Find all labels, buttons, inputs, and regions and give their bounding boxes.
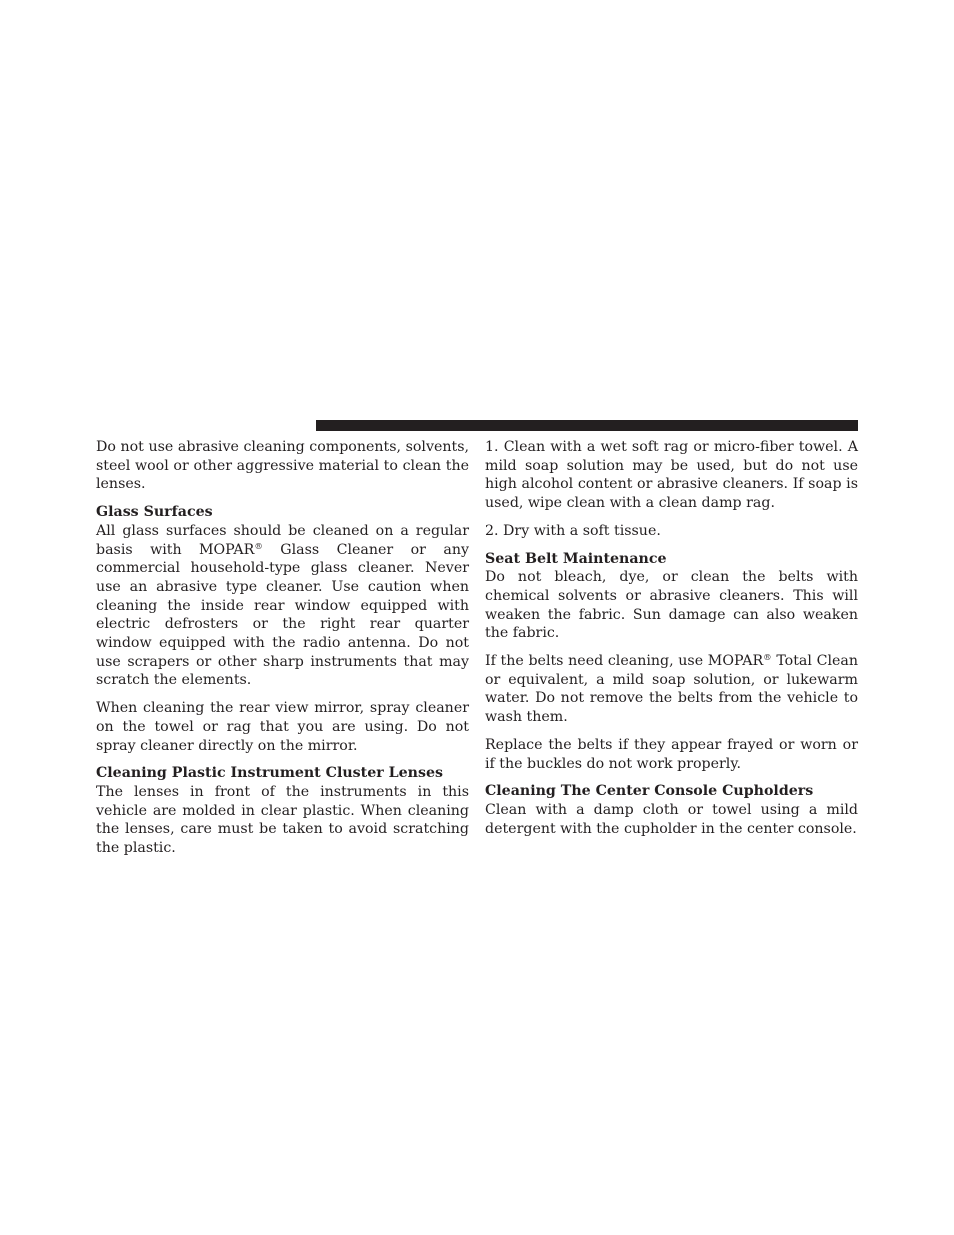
- seat-belt-paragraph-3: Replace the belts if they appear frayed or worn or if the buckles do not work properly.: [485, 736, 858, 772]
- mirror-cleaning-paragraph: When cleaning the rear view mirror, spray cleaner on the towel or rag that you are using. Do not spray cleaner directly on the mirror.: [96, 700, 469, 754]
- cluster-lenses-paragraph: The lenses in front of the instruments in this vehicle are molded in clear plastic. When cleaning the lenses, care must be taken to avoid scratching the plastic.: [96, 783, 469, 857]
- registered-mark: ®: [254, 541, 263, 552]
- cluster-lenses-heading: Cleaning Plastic Instrument Cluster Lenses: [96, 765, 443, 782]
- seat-belt-heading: Seat Belt Maintenance: [485, 550, 667, 567]
- seat-belt-paragraph-1: Do not bleach, dye, or clean the belts with chemical solvents or abrasive cleaners. This will weaken the fabric. Sun damage can also weaken the fabric.: [485, 569, 858, 642]
- cupholders-heading: Cleaning The Center Console Cupholders: [485, 783, 814, 800]
- step-2: 2. Dry with a soft tissue.: [485, 522, 661, 539]
- cupholders-paragraph: Clean with a damp cloth or towel using a mild detergent with the cupholder in the center console.: [485, 801, 858, 837]
- right-column: [485, 438, 858, 847]
- glass-surfaces-heading: Glass Surfaces: [96, 504, 213, 521]
- glass-surfaces-paragraph: [96, 522, 469, 690]
- left-column: [96, 438, 469, 867]
- glass-surfaces-text-start: All glass surfaces should be cleaned on a regular basis with MOPAR: [96, 522, 469, 558]
- seat-belt-paragraph-2: [485, 652, 858, 727]
- seat-belt-text-end: Total Clean or equivalent, a mild soap solution, or lukewarm water. Do not remove the belts from the vehicle to wash them.: [485, 653, 858, 726]
- registered-mark: ®: [763, 652, 772, 663]
- lenses-intro-paragraph: Do not use abrasive cleaning components, solvents, steel wool or other aggressive material to clean the lenses.: [96, 439, 469, 493]
- step-1: 1. Clean with a wet soft rag or micro-fiber towel. A mild soap solution may be used, but do not use high alcohol content or abrasive cleaners. If soap is used, wipe clean with a clean damp rag.: [485, 439, 858, 512]
- section-header-bar: [316, 420, 858, 431]
- glass-surfaces-text-end: Glass Cleaner or any commercial household-type glass cleaner. Never use an abrasive type cleaner. Use caution when cleaning the inside rear window equipped with electric defrosters or the right rear quarter window equipped with the radio antenna. Do not use scrapers or other sharp instruments that may scratch the elements.: [96, 541, 469, 689]
- seat-belt-text-start: If the belts need cleaning, use MOPAR: [485, 653, 764, 670]
